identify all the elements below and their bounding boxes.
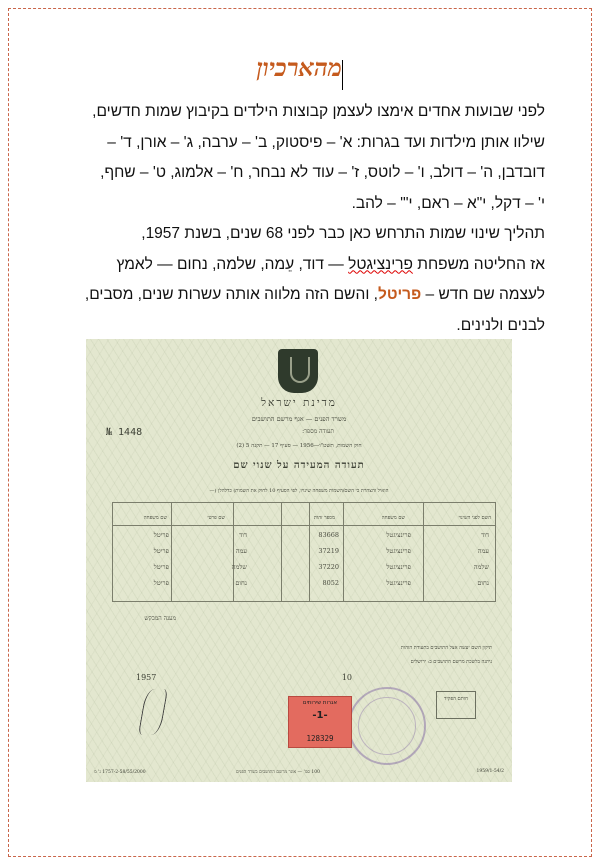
fee-stamp-number: 128329	[306, 734, 334, 743]
state-emblem-icon	[278, 349, 318, 393]
text-run: — דוד, עֵמה, שלמה, נחום — לאמץ	[116, 255, 349, 273]
fee-stamp-amount: -1-	[312, 710, 328, 721]
col-header: מספר זהות	[313, 515, 335, 521]
cell: 8052	[322, 579, 339, 587]
paragraph-line: דובדבן, ה' – דולב, ו' – לוטס, ז' – עוד לא נבחר, ח' – אלמוג, ט' – שחף,	[100, 164, 545, 181]
cert-print-code-center: 100 סמ' — אוגר מרשם התושבים בשרד הפנים	[236, 770, 320, 775]
paragraph-line: תהליך שינוי שמות התרחש כאן כבר לפני 68 שנים, בשנת 1957,	[141, 225, 545, 242]
cert-date-year: 1957	[136, 673, 157, 682]
fee-stamp	[288, 696, 352, 748]
cell: פרינציגטל	[386, 563, 411, 571]
name-change-certificate-image	[86, 339, 512, 782]
paragraph-line: שילוו אותן מילדות ועד בגרות: א' – פיסטוק, ב' – ערבה, ג' – אורן, ד' –	[107, 133, 545, 151]
cell: פרינציגטל	[386, 579, 411, 587]
col-header: שם פרטי	[207, 515, 225, 521]
cert-address-label: מענה המבקש	[144, 615, 176, 622]
paragraph-line: לבנים ולנינים.	[456, 316, 545, 334]
cell: שלמה	[231, 563, 247, 571]
cell: דוד	[481, 531, 489, 539]
clerk-stamp-text: חותם הפקיד	[444, 696, 468, 702]
cell: פרינציגטל	[386, 531, 411, 539]
cell: עמה	[235, 547, 247, 555]
col-header: שם משפחה	[143, 515, 167, 521]
cell: 37220	[318, 563, 339, 571]
text-run: אז החליטה משפחת	[412, 255, 545, 273]
cert-date-day: 10	[341, 673, 352, 682]
cert-heading: תעודה המעידה על שנוי שם	[233, 460, 365, 471]
round-official-stamp	[348, 687, 426, 765]
clerk-stamp-box	[436, 691, 476, 719]
text-run: , והשם הזה מלווה אותה עשרות שנים, מסבים,	[84, 286, 378, 303]
text-run: לעצמה שם חדש –	[421, 286, 545, 303]
col-header: שם משפחה	[381, 515, 405, 521]
cell: 83668	[318, 531, 339, 539]
cell: נחום	[235, 579, 247, 587]
cert-table	[112, 502, 496, 602]
cert-number-label: תעודה מספר:	[302, 428, 334, 435]
paragraph-line	[60, 280, 545, 311]
article-body[interactable]	[60, 97, 545, 341]
paragraph-line: י' – דקל, י"א – ראם, י"' – להב.	[351, 194, 545, 212]
cert-state-name: מדינת ישראל	[261, 397, 337, 409]
cert-print-code-right: 1959/1-54/2	[476, 769, 504, 774]
cell: 37219	[318, 547, 339, 555]
cell: דוד	[239, 531, 247, 539]
paragraph-line: לפני שבועות אחדים אימצו לעצמן קבוצות הילדים בקיבוץ שמות חדשים,	[92, 103, 545, 120]
cert-law-reference: חוק השמות, תשט"ו—1956 — סעיף 17 — תקנה 5 (2)	[236, 443, 362, 449]
cell: פרינציגטל	[386, 547, 411, 555]
cell: פריטל	[153, 579, 169, 587]
cert-declaration: הואיל והצהרת כי השם/השמות משפחה שינויו, לפי הסעיף 10 לחוק את השמות) כדלהלן (—	[209, 488, 389, 494]
cert-issued-at: ניתנה בלשכת מרשם התושבים ב: ירושלים	[410, 659, 492, 665]
cell: עמה	[477, 547, 489, 555]
cert-footer-note: תיקון השם יעשה אצל התושבים בתעודת הזהות	[400, 645, 492, 651]
cell: פריטל	[153, 563, 169, 571]
cell: שלמה	[473, 563, 489, 571]
cert-print-code-left: 1757-2-58/55/2000 ג' מ	[94, 770, 146, 775]
fee-stamp-label: אגרות שירותים	[302, 700, 338, 706]
col-header: השם לפני השינוי	[458, 515, 491, 521]
cell: נחום	[477, 579, 489, 587]
new-surname: פריטל	[377, 286, 422, 303]
cert-ministry: משרד הפנים — אגף מרשם התושבים	[251, 415, 347, 423]
cell: פריטל	[153, 531, 169, 539]
signature-mark	[138, 689, 168, 735]
cell: פריטל	[153, 547, 169, 555]
page-title: מהארכיון	[256, 56, 342, 82]
misspelled-word[interactable]: פרינציגטל	[348, 255, 413, 273]
cert-number: № 1448	[106, 427, 143, 438]
text-cursor	[342, 60, 343, 90]
paragraph-line	[60, 250, 545, 281]
